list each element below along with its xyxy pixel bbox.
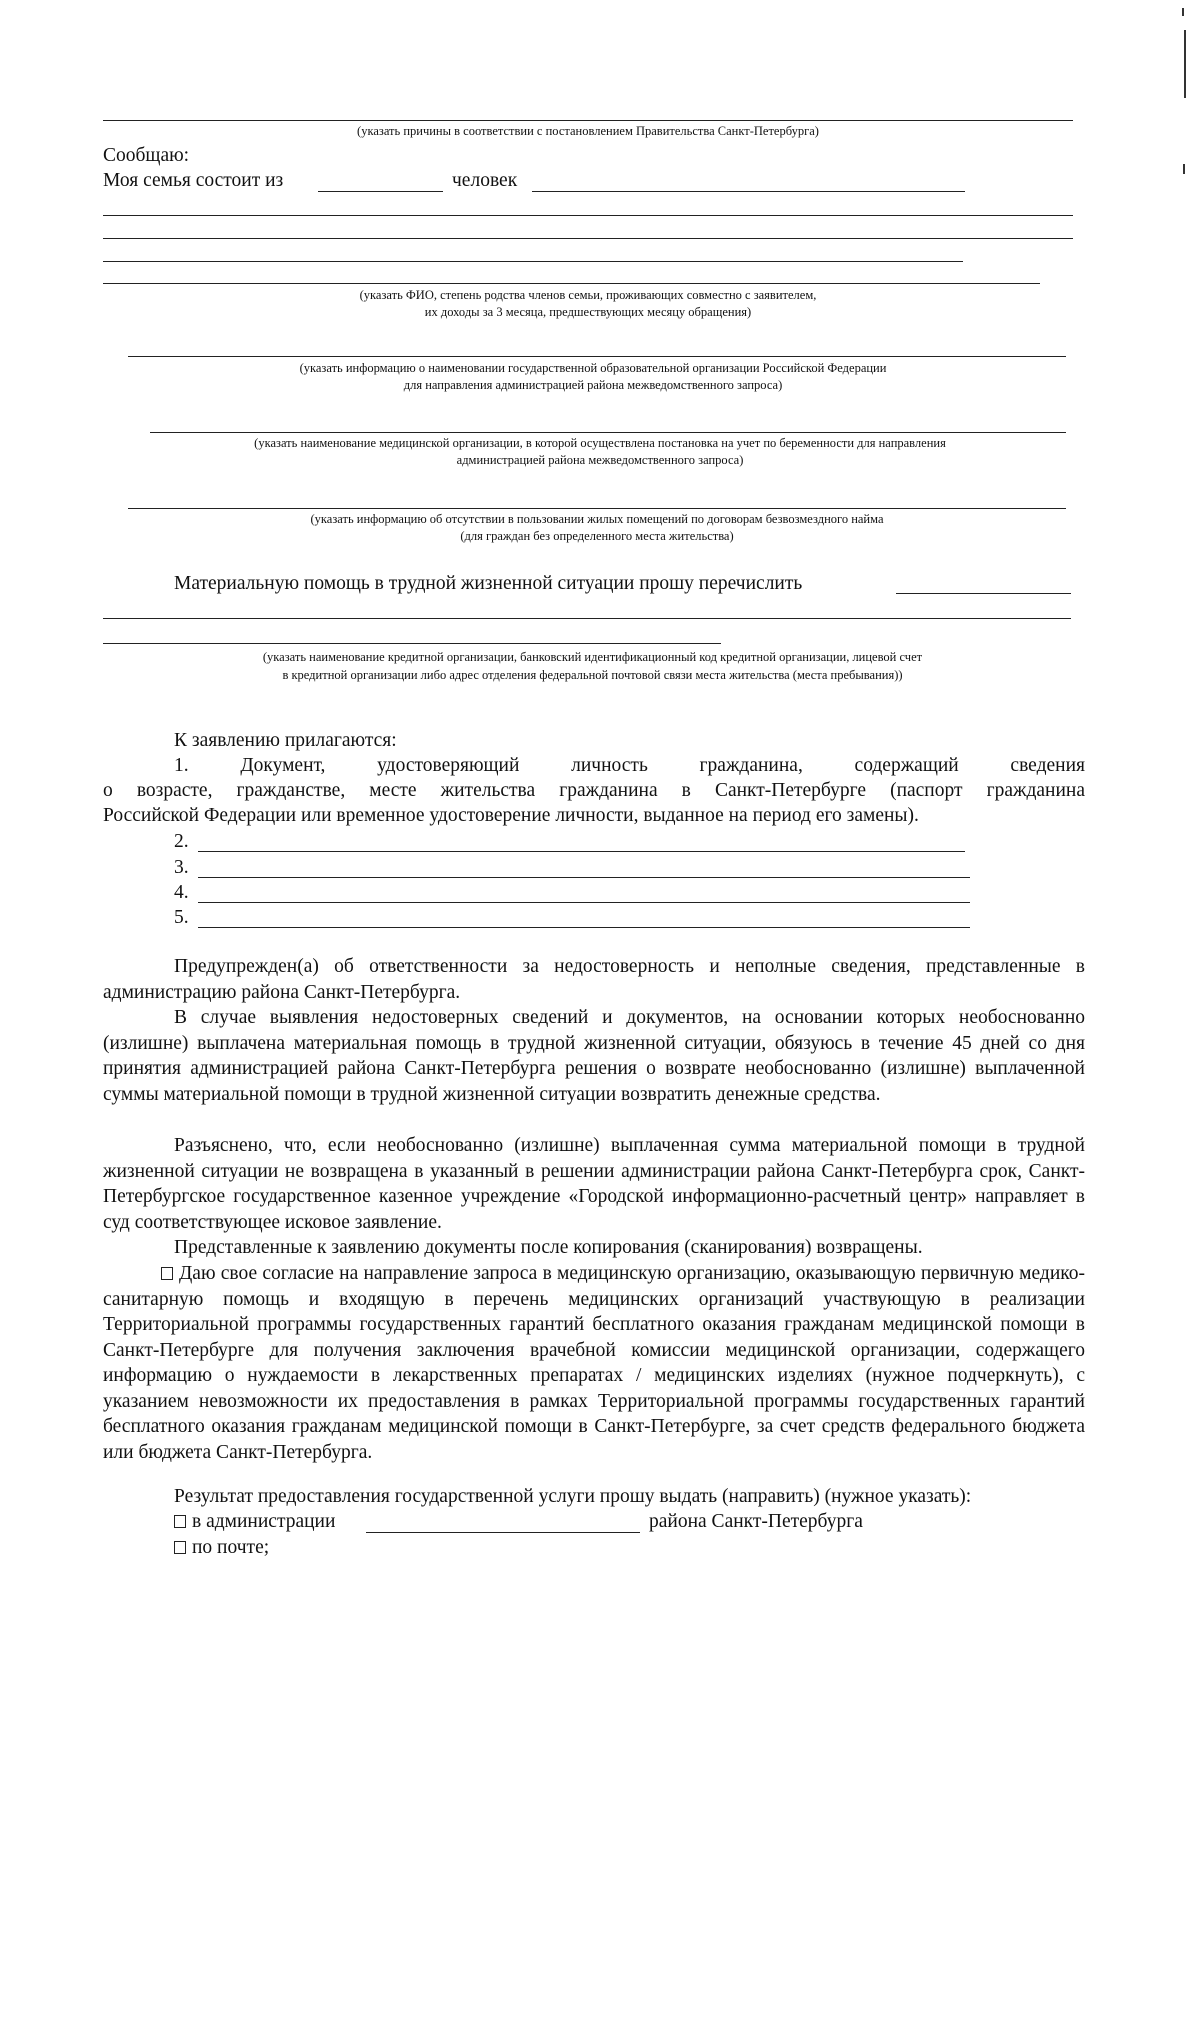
scan-margin-mark	[1182, 8, 1184, 16]
medical-org-input-line[interactable]	[150, 432, 1066, 433]
attachment-item-1-line3: Российской Федерации или временное удостоверение личности, выданное на период его замены).	[103, 805, 919, 826]
bank-hint-line2: в кредитной организации либо адрес отделения федеральной почтовой связи места жительства (места пребывания))	[282, 668, 903, 682]
family-count-suffix: человек	[452, 170, 518, 191]
housing-input-line[interactable]	[128, 508, 1066, 509]
family-count-field[interactable]	[318, 191, 443, 192]
family-input-line[interactable]	[103, 261, 963, 262]
administration-label: в администрации	[192, 1511, 336, 1532]
district-suffix: района Санкт-Петербурга	[649, 1511, 863, 1532]
medical-hint-line2: администрацией района межведомственного запроса)	[456, 453, 744, 467]
education-org-input-line[interactable]	[128, 356, 1066, 357]
transfer-input-line[interactable]	[103, 618, 1071, 619]
attachment-number-2: 2.	[174, 831, 189, 852]
medical-consent	[103, 1261, 1085, 1465]
transfer-input-line[interactable]	[103, 643, 721, 644]
family-input-line[interactable]	[532, 191, 965, 192]
transfer-input-line[interactable]	[896, 593, 1071, 594]
education-hint-line1: (указать информацию о наименовании государственной образовательной организации Российской Федерации	[299, 361, 887, 375]
family-input-line[interactable]	[103, 215, 1073, 216]
refund-obligation: В случае выявления недостоверных сведений и документов, на основании которых необоснованно (излишне) выплачена материальная помощь в трудной жизненной ситуации, обязуюсь в течение 45 дней со дня принятия администрацией района Санкт-Петербурга решения о возврате необоснованно (излишне) выплаченной суммы материальной помощи в трудной жизненной ситуации возвратить денежные средства.	[103, 1007, 1085, 1105]
family-hint-line2: их доходы за 3 месяца, предшествующих месяцу обращения)	[424, 305, 752, 319]
result-option-administration	[174, 1509, 335, 1535]
attachments-heading: К заявлению прилагаются:	[174, 730, 397, 751]
family-count-prefix: Моя семья состоит из	[103, 170, 284, 191]
reason-hint: (указать причины в соответствии с постановлением Правительства Санкт-Петербурга)	[357, 124, 819, 138]
attachment-number-5: 5.	[174, 907, 189, 928]
inform-heading: Сообщаю:	[103, 145, 190, 166]
attachment-input-4[interactable]	[198, 902, 970, 903]
housing-hint-line2: (для граждан без определенного места жительства)	[460, 529, 734, 543]
court-notice: Разъяснено, что, если необоснованно (излишне) выплаченная сумма материальной помощи в трудной жизненной ситуации не возвращена в указанный в решении администрации района Санкт-Петербурга срок, Санкт-Петербургское государственное казенное учреждение «Городской информационно-расчетный центр» направляет в суд соответствующее исковое заявление.	[103, 1135, 1085, 1233]
family-hint-line1: (указать ФИО, степень родства членов семьи, проживающих совместно с заявителем,	[359, 288, 817, 302]
district-input-line[interactable]	[366, 1532, 640, 1533]
education-hint-line2: для направления администрацией района межведомственного запроса)	[403, 378, 783, 392]
attachment-number-3: 3.	[174, 857, 189, 878]
family-input-line[interactable]	[103, 283, 1040, 284]
attachment-input-2[interactable]	[198, 851, 965, 852]
transfer-label: Материальную помощь в трудной жизненной ситуации прошу перечислить	[174, 573, 803, 594]
medical-hint-line1: (указать наименование медицинской организации, в которой осуществлена постановка на учет по беременности для направления	[254, 436, 946, 450]
attachment-item-1-line2: о возрасте, гражданстве, месте жительства гражданина в Санкт-Петербурге (паспорт гражданина	[103, 780, 1085, 801]
result-option-post	[174, 1535, 269, 1561]
scan-margin-mark	[1183, 164, 1185, 174]
post-checkbox[interactable]	[174, 1541, 186, 1554]
attachment-input-5[interactable]	[198, 927, 970, 928]
post-label: по почте;	[192, 1537, 270, 1558]
consent-checkbox[interactable]	[161, 1267, 173, 1280]
responsibility-warning: Предупрежден(а) об ответственности за недостоверность и неполные сведения, представленные в администрацию района Санкт-Петербурга.	[103, 956, 1085, 1003]
attachment-input-3[interactable]	[198, 877, 970, 878]
administration-checkbox[interactable]	[174, 1515, 186, 1528]
medical-consent-text: Даю свое согласие на направление запроса в медицинскую организацию, оказывающую первичную медико-санитарную помощь и входящую в перечень медицинских организаций участвующую в реализации Территориальной программы государственных гарантий бесплатного оказания гражданам медицинской помощи в Санкт-Петербурге для получения заключения врачебной комиссии медицинской организации, содержащего информацию о нуждаемости в лекарственных препаратах / медицинских изделиях (нужное подчеркнуть), с указанием невозможности их предоставления в рамках Территориальной программы государственных гарантий бесплатного оказания гражданам медицинской помощи в Санкт-Петербурге, за счет средств федерального бюджета или бюджета Санкт-Петербурга.	[103, 1263, 1085, 1463]
attachment-number-4: 4.	[174, 882, 189, 903]
documents-returned: Представленные к заявлению документы после копирования (сканирования) возвращены.	[174, 1237, 923, 1258]
reason-input-line[interactable]	[103, 120, 1073, 121]
family-input-line[interactable]	[103, 238, 1073, 239]
scan-margin-mark	[1184, 30, 1186, 98]
bank-hint-line1: (указать наименование кредитной организации, банковский идентификационный код кредитной организации, лицевой счет	[262, 650, 923, 664]
attachment-item-1: 1. Документ, удостоверяющий личность гражданина, содержащий сведения	[174, 755, 1085, 776]
result-heading: Результат предоставления государственной услуги прошу выдать (направить) (нужное указать):	[174, 1486, 972, 1507]
housing-hint-line1: (указать информацию об отсутствии в пользовании жилых помещений по договорам безвозмездного найма	[310, 512, 884, 526]
